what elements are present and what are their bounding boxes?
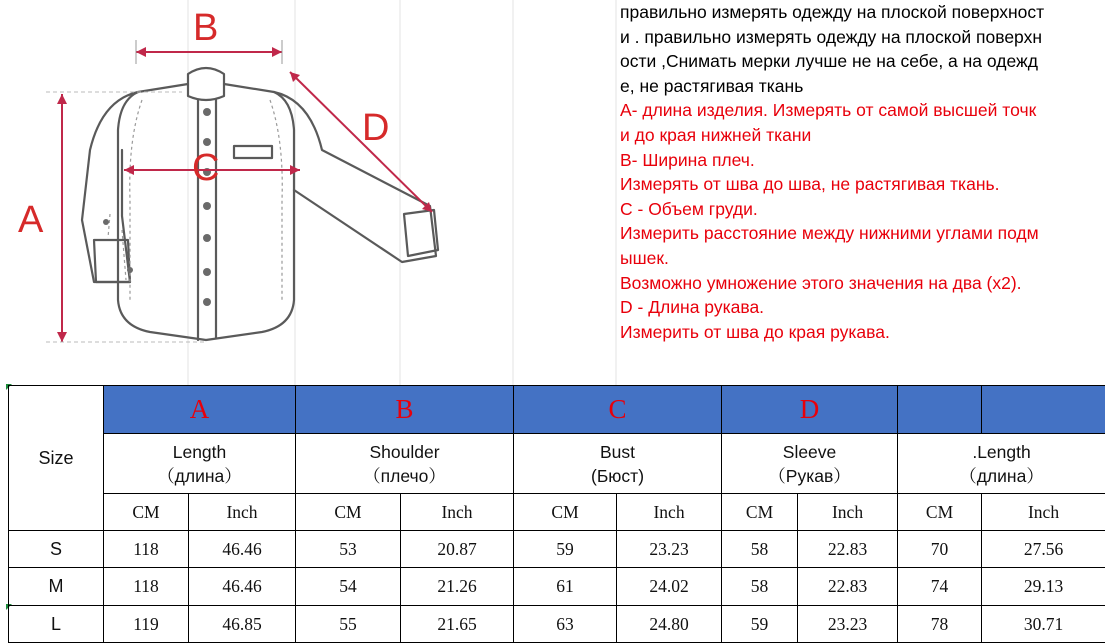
size-cell: S — [9, 531, 104, 568]
value-cell: 46.46 — [189, 568, 296, 606]
value-cell: 118 — [104, 531, 189, 568]
instruction-line: Измерить от шва до края рукава. — [620, 320, 1105, 345]
value-cell: 78 — [898, 606, 982, 643]
instruction-line: Возможно умножение этого значения на два (x2). — [620, 271, 1105, 296]
measurement-header-length: Length （длина） — [104, 434, 296, 494]
value-cell: 63 — [514, 606, 617, 643]
table-row-s — [9, 531, 1105, 568]
diagram-label-c: C — [192, 147, 219, 189]
measurement-header-shoulder: Shoulder （плечо） — [296, 434, 514, 494]
size-cell: M — [9, 568, 104, 606]
value-cell: 23.23 — [617, 531, 722, 568]
instruction-line: ышек. — [620, 246, 1105, 271]
letter-header-c: C — [514, 386, 722, 434]
diagram-label-d: D — [362, 107, 389, 149]
letter-header-d: D — [722, 386, 898, 434]
unit-header: CM — [722, 494, 798, 531]
value-cell: 74 — [898, 568, 982, 606]
unit-header: CM — [898, 494, 982, 531]
shirt-measurement-diagram — [10, 0, 465, 380]
size-cell: L — [9, 606, 104, 643]
value-cell: 119 — [104, 606, 189, 643]
value-cell: 53 — [296, 531, 401, 568]
value-cell: 27.56 — [982, 531, 1105, 568]
letter-header-empty — [982, 386, 1105, 434]
value-cell: 22.83 — [798, 568, 898, 606]
value-cell: 21.26 — [401, 568, 514, 606]
value-cell: 59 — [514, 531, 617, 568]
value-cell: 118 — [104, 568, 189, 606]
value-cell: 23.23 — [798, 606, 898, 643]
instruction-line-a: A- длина изделия. Измерять от самой высшей точк — [620, 98, 1105, 123]
value-cell: 61 — [514, 568, 617, 606]
value-cell: 30.71 — [982, 606, 1105, 643]
value-cell: 21.65 — [401, 606, 514, 643]
value-cell: 24.80 — [617, 606, 722, 643]
letter-header-b: B — [296, 386, 514, 434]
instruction-line: и . правильно измерять одежду на плоской поверхн — [620, 25, 1105, 50]
unit-header: Inch — [189, 494, 296, 531]
letter-header-a: A — [104, 386, 296, 434]
diagram-label-b: B — [193, 7, 218, 49]
unit-header: Inch — [401, 494, 514, 531]
instruction-line: и до края нижней ткани — [620, 123, 1105, 148]
value-cell: 54 — [296, 568, 401, 606]
value-cell: 29.13 — [982, 568, 1105, 606]
unit-header: Inch — [798, 494, 898, 531]
instruction-line-c: C - Объем груди. — [620, 197, 1105, 222]
unit-header: CM — [514, 494, 617, 531]
value-cell: 22.83 — [798, 531, 898, 568]
size-header: Size — [9, 386, 104, 531]
unit-header: CM — [296, 494, 401, 531]
table-row-l — [9, 606, 1105, 643]
instruction-line: е, не растягивая ткань — [620, 74, 1105, 99]
diagram-label-a: A — [18, 199, 44, 241]
instruction-line: Измерять от шва до шва, не растягивая ткань. — [620, 172, 1105, 197]
value-cell: 55 — [296, 606, 401, 643]
value-cell: 58 — [722, 568, 798, 606]
unit-header: CM — [104, 494, 189, 531]
instruction-line-b: B- Ширина плеч. — [620, 148, 1105, 173]
measurement-header-bust: Bust (Бюст) — [514, 434, 722, 494]
value-cell: 58 — [722, 531, 798, 568]
measurement-header-sleeve: Sleeve （Рукав） — [722, 434, 898, 494]
size-chart-table — [8, 385, 1105, 643]
letter-header-empty — [898, 386, 982, 434]
value-cell: 46.46 — [189, 531, 296, 568]
instruction-line-d: D - Длина рукава. — [620, 295, 1105, 320]
unit-header: Inch — [982, 494, 1105, 531]
value-cell: 20.87 — [401, 531, 514, 568]
instruction-line: Измерить расстояние между нижними углами подм — [620, 221, 1105, 246]
value-cell: 70 — [898, 531, 982, 568]
instruction-line: ости ,Снимать мерки лучше не на себе, а на одежд — [620, 49, 1105, 74]
value-cell: 59 — [722, 606, 798, 643]
value-cell: 24.02 — [617, 568, 722, 606]
unit-header: Inch — [617, 494, 722, 531]
table-row-m — [9, 568, 1105, 606]
value-cell: 46.85 — [189, 606, 296, 643]
instruction-line: правильно измерять одежду на плоской поверхност — [620, 0, 1105, 25]
measurement-header-length-2: .Length （длина） — [898, 434, 1105, 494]
measurement-instructions — [620, 0, 1105, 344]
